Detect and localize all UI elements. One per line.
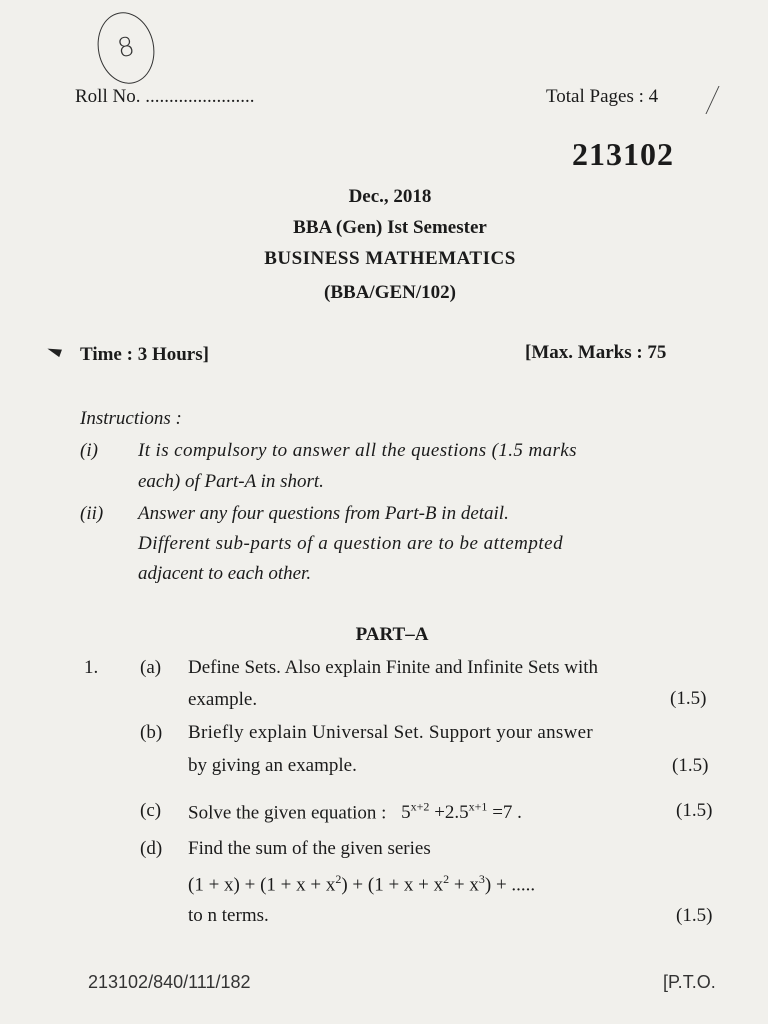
footer-pto: [P.T.O. <box>663 972 716 992</box>
exam-time: Time : 3 Hours] <box>80 344 209 365</box>
subquestion-text: by giving an example. <box>188 755 357 776</box>
question-marks: (1.5) <box>670 688 707 709</box>
instruction-number: (i) <box>80 440 98 461</box>
subquestion-label: (c) <box>140 800 162 821</box>
subquestion-label: (a) <box>140 657 162 678</box>
exam-subject: BUSINESS MATHEMATICS <box>264 248 516 269</box>
instructions-title: Instructions : <box>80 408 182 429</box>
subquestion-text: Solve the given equation : <box>188 802 387 824</box>
max-marks: [Max. Marks : 75 <box>525 342 667 363</box>
handwritten-tick-mark <box>683 86 719 114</box>
instruction-line: adjacent to each other. <box>138 563 312 584</box>
paper-code: 213102 <box>572 136 674 172</box>
subquestion-label: (d) <box>140 838 163 859</box>
subquestion-text: to n terms. <box>188 905 269 926</box>
course-code: (BBA/GEN/102) <box>324 282 456 303</box>
exam-program: BBA (Gen) Ist Semester <box>293 217 487 238</box>
exam-date: Dec., 2018 <box>348 186 432 207</box>
page-number-circle <box>91 7 161 89</box>
instruction-line: Different sub-parts of a question are to be attempted <box>138 533 564 554</box>
roll-number-line: Roll No. ....................... <box>75 86 255 107</box>
subquestion-text: Find the sum of the given series <box>188 838 431 859</box>
instruction-number: (ii) <box>80 503 104 524</box>
subquestion-text: Briefly explain Universal Set. Support your answer <box>188 722 593 743</box>
instruction-line: It is compulsory to answer all the questions (1.5 marks <box>138 440 577 461</box>
question-number: 1. <box>84 657 99 678</box>
instruction-line: each) of Part-A in short. <box>138 471 324 492</box>
instruction-line: Answer any four questions from Part-B in detail. <box>138 503 509 524</box>
part-title: PART–A <box>355 624 429 645</box>
equation: $5^{x+2} +2.5^{x+1} =7$ . <box>401 800 522 824</box>
series-expression: $(1 + x) + (1 + x + x^2) + (1 + x + x^2 + x^3)$ + ..... <box>188 872 536 896</box>
equation-line <box>188 800 522 824</box>
total-pages: Total Pages : 4 <box>546 86 659 107</box>
subquestion-text: Define Sets. Also explain Finite and Infinite Sets with <box>188 657 599 678</box>
footer-code: 213102/840/111/182 <box>88 972 251 992</box>
arrow-icon <box>46 345 62 357</box>
question-marks: (1.5) <box>672 755 709 776</box>
question-marks: (1.5) <box>676 905 713 926</box>
page-number: 8 <box>114 31 138 65</box>
subquestion-text: example. <box>188 689 258 710</box>
question-marks: (1.5) <box>676 800 713 821</box>
subquestion-label: (b) <box>140 722 163 743</box>
